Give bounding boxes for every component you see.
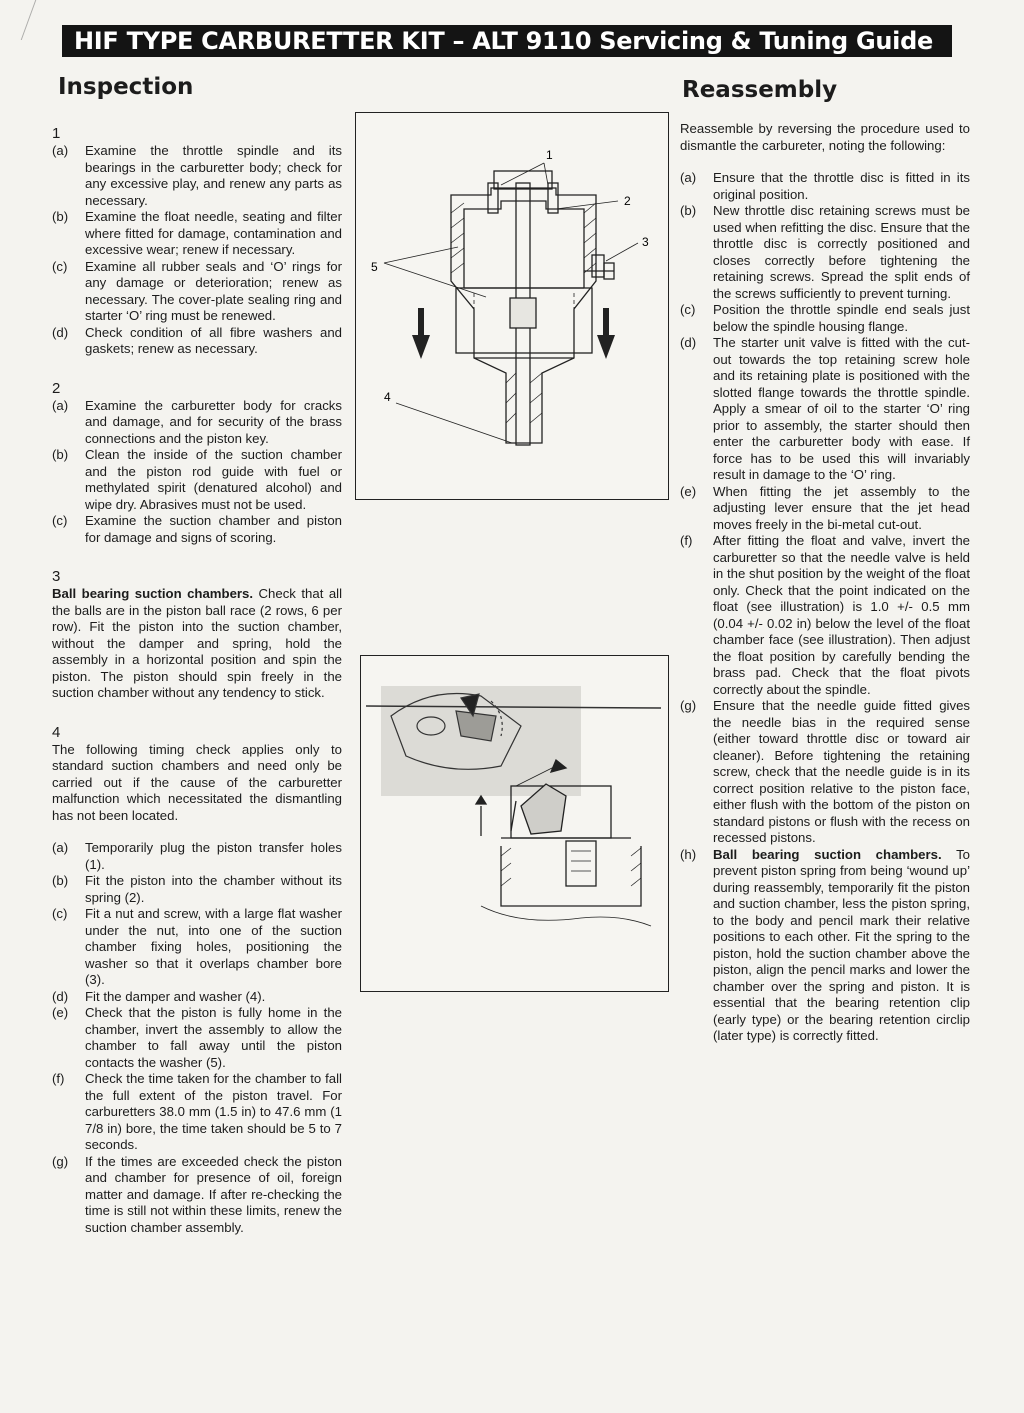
item-text: If the times are exceeded check the piston and chamber for presence of oil, foreign matter and damage. If after re-checking the time is still not within these limits, renew the suction chamber assembly. <box>85 1153 342 1235</box>
list-item <box>52 906 342 989</box>
section-number: 1 <box>52 125 61 142</box>
item-text: Ensure that the throttle disc is fitted in its original position. <box>713 170 970 202</box>
list-item <box>680 335 970 484</box>
callout-1: 1 <box>546 148 553 162</box>
item-text: New throttle disc retaining screws must be used when refitting the disc. Ensure that the throttle disc is correctly positioned and closes correctly before tightening the retaining screws. Spread the split ends of the screws sufficiently to prevent turning. <box>713 203 970 301</box>
item-label: (d) <box>52 988 69 1004</box>
item-text: Clean the inside of the suction chamber and the piston rod guide with fuel or methylated spirit (denatured alcohol) and wipe dry. Abrasives must not be used. <box>85 447 342 512</box>
paragraph-text: Check that all the balls are in the piston ball race (2 rows, 6 per row). Fit the piston into the suction chamber, without the damper and spring, hold the assembly in a horizontal position and spin the piston. The piston should spin freely in the suction chamber without any tendency to stick. <box>52 586 343 700</box>
item-text: Check condition of all fibre washers and gaskets; renew as necessary. <box>85 324 342 356</box>
item-text: Examine the carburetter body for cracks and damage, and for security of the brass connections and the piston key. <box>85 397 342 446</box>
item-text: Ensure that the needle guide fitted gives the needle bias in the required sense (either toward throttle disc or toward air cleaner). Before tightening the retaining screw, check that the needle guide is in its correct position relative to the piston face, either flush with the bottom of the piston on standard pistons or flush with the recess on recessed pistons. <box>713 698 970 845</box>
item-text: Fit the damper and washer (4). <box>85 988 266 1004</box>
inspection-section-3 <box>52 568 342 702</box>
list-item <box>680 698 970 847</box>
float-level-drawing <box>361 656 668 991</box>
list-item <box>52 259 342 325</box>
suction-chamber-drawing <box>356 113 668 499</box>
callout-4: 4 <box>384 390 391 404</box>
callout-5: 5 <box>371 260 378 274</box>
item-label: (c) <box>52 258 68 274</box>
item-label: (a) <box>680 170 697 185</box>
section-number: 2 <box>52 379 61 397</box>
list-item <box>680 170 970 203</box>
list-item <box>52 143 342 209</box>
item-label: (g) <box>680 698 697 713</box>
item-label: (b) <box>52 873 69 888</box>
item-text: The starter unit valve is fitted with the cut-out towards the top retaining screw hole and its retaining plate is positioned with the slotted flange towards the throttle spindle. Apply a smear of oil to the starter ‘O’ ring prior to assembly, the starter should then enter the carburetter body with ease. If force has to be used this will invariably result in damage to the ‘O’ ring. <box>713 335 970 482</box>
item-text: Examine the suction chamber and piston for damage and signs of scoring. <box>85 513 342 545</box>
item-label: (d) <box>680 335 697 350</box>
section-number: 4 <box>52 723 61 741</box>
callout-2: 2 <box>624 194 631 208</box>
item-text: Fit a nut and screw, with a large flat washer under the nut, into one of the suction chamber fixing holes, positioning the washer so that it overlaps chamber bore (3). <box>85 906 342 987</box>
item-label: (c) <box>680 302 696 317</box>
float-level-illustration <box>360 655 669 992</box>
list-item <box>680 533 970 698</box>
list-item <box>52 989 342 1006</box>
item-label: (a) <box>52 143 69 158</box>
item-label: (f) <box>680 533 693 548</box>
section-paragraph: The following timing check applies only to standard suction chambers and need only be carried out if the cause of the carburetter malfunction which necessitated the dismantling has not been located. <box>52 741 342 823</box>
item-text: Examine the float needle, seating and filter where fitted for damage, contamination and excessive wear; renew if necessary. <box>85 209 342 257</box>
item-body: To prevent piston spring from being ‘wound up’ during reassembly, temporarily fit the piston and suction chamber, less the piston spring, to the body and pencil mark their relative positions to each other. Fit the spring to the piston, hold the suction chamber above the piston, align the pencil marks and lower the chamber over the spring and piston. It is essential that the bearing retention clip (early type) or the bearing retention circlip (later type) is correctly fitted. <box>713 846 971 1043</box>
item-lead: Ball bearing suction chambers. <box>713 846 942 862</box>
inspection-section-4 <box>52 724 342 1237</box>
list-item <box>52 873 342 906</box>
item-label: (d) <box>52 324 69 340</box>
item-label: (g) <box>52 1153 69 1169</box>
item-label: (e) <box>680 483 697 499</box>
reassembly-heading: Reassembly <box>682 77 838 103</box>
page-title-banner: HIF TYPE CARBURETTER KIT – ALT 9110 Servicing & Tuning Guide <box>62 25 952 57</box>
list-item <box>680 484 970 534</box>
reassembly-intro: Reassemble by reversing the procedure used to dismantle the carbureter, noting the following: <box>680 121 970 153</box>
item-label: (b) <box>680 203 697 218</box>
list-item <box>52 447 342 513</box>
section-number: 3 <box>52 568 61 585</box>
item-text: After fitting the float and valve, invert the carburetter so that the needle valve is held in the shut position by the weight of the float only. Check that the point indicated on the float (see illustration) is 1.0 +/- 0.5 mm (0.04 +/- 0.02 in) below the level of the float chamber face (see illustration). Then adjust the float position by carefully bending the brass pad. Check that the float pivots correctly about the spindle. <box>713 533 970 697</box>
item-text: Check that the piston is fully home in the chamber, invert the assembly to allow the chamber to fall away until the piston contacts the washer (5). <box>85 1005 342 1070</box>
item-text: When fitting the jet assembly to the adjusting lever ensure that the jet head moves freely in the bi-metal cut-out. <box>713 483 970 532</box>
callout-3: 3 <box>642 235 649 249</box>
item-label: (e) <box>52 1005 69 1020</box>
item-text: Check the time taken for the chamber to fall the full extent of the piston travel. For carburetters 38.0 mm (1.5 in) to 47.6 mm (1 7/8 in) bore, the time taken should be 5 to 7 seconds. <box>85 1071 342 1152</box>
page-scuff-mark <box>21 0 51 40</box>
item-label: (a) <box>52 397 69 413</box>
inspection-column <box>52 125 342 1236</box>
list-item <box>52 1005 342 1071</box>
section-paragraph <box>52 586 342 702</box>
list-item <box>52 398 342 448</box>
item-text <box>713 847 970 1045</box>
item-label: (h) <box>680 846 697 862</box>
list-item <box>52 1154 342 1237</box>
list-item <box>680 847 970 1045</box>
list-item <box>52 209 342 259</box>
item-label: (b) <box>52 209 69 224</box>
item-label: (f) <box>52 1071 65 1086</box>
list-item <box>52 325 342 358</box>
list-item <box>52 513 342 546</box>
item-label: (b) <box>52 447 69 462</box>
item-text: Examine all rubber seals and ‘O’ rings for any damage or deterioration; renew as necessary. The cover-plate sealing ring and starter ‘O’ ring must be renewed. <box>85 258 342 323</box>
suction-chamber-diagram <box>355 112 669 500</box>
list-item <box>680 203 970 302</box>
inspection-heading: Inspection <box>58 74 194 100</box>
item-text: Fit the piston into the chamber without its spring (2). <box>85 873 342 905</box>
item-text: Temporarily plug the piston transfer holes (1). <box>85 840 342 872</box>
list-item <box>52 840 342 873</box>
inspection-section-2 <box>52 380 342 547</box>
reassembly-column <box>680 121 970 1045</box>
item-label: (c) <box>52 513 68 528</box>
inspection-section-1 <box>52 125 342 358</box>
list-item <box>52 1071 342 1154</box>
item-text: Position the throttle spindle end seals just below the spindle housing flange. <box>713 302 970 334</box>
item-text: Examine the throttle spindle and its bearings in the carburetter body; check for any excessive play, and renew any parts as necessary. <box>85 143 342 208</box>
list-item <box>680 302 970 335</box>
item-label: (a) <box>52 840 69 855</box>
paragraph-lead: Ball bearing suction chambers. <box>52 586 254 601</box>
item-label: (c) <box>52 906 68 921</box>
